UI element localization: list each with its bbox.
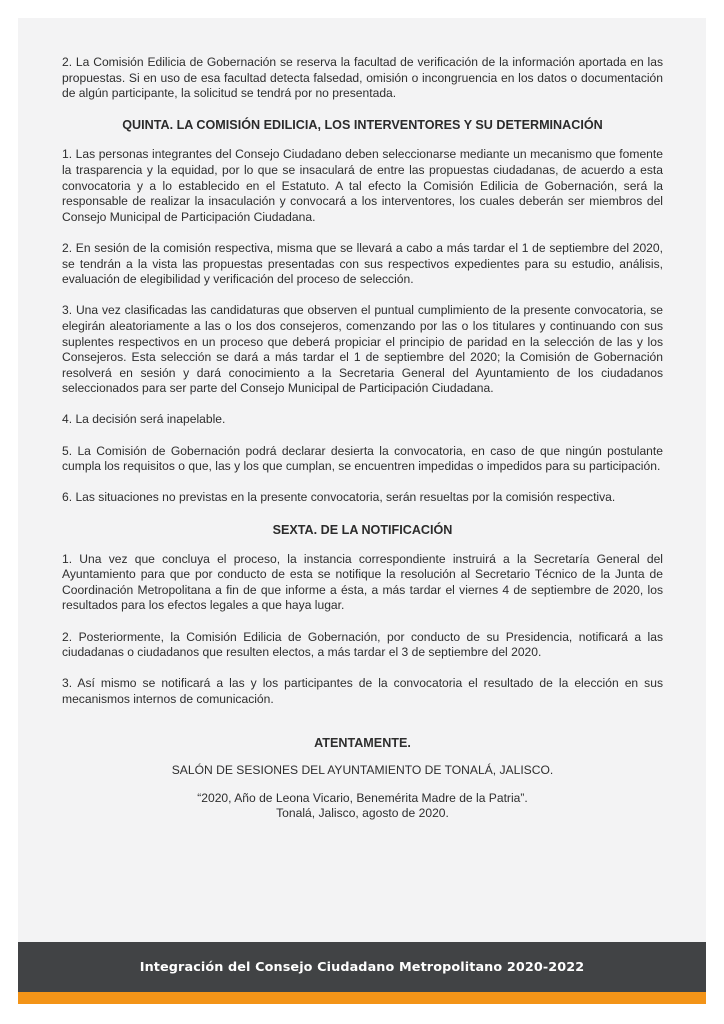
footer-title: Integración del Consejo Ciudadano Metropolitano 2020-2022	[139, 959, 585, 975]
quinta-paragraph-3: 3. Una vez clasificadas las candidaturas que observen el puntual cumplimiento de la presente convocatoria, se elegirán aleatoriamente a las o los dos consejeros, comenzando por las o los titulares y continuando con sus suplentes respectivos en un proceso que deberá propiciar el principio de paridad en la selección de las y los Consejeros. Esta selección se dará a más tardar el 1 de septiembre del 2020; la Comisión de Gobernación resolverá en sesión y dará conocimiento a la Secretaria General del Ayuntamiento de los ciudadanos seleccionados para ser parte del Consejo Municipal de Participación Ciudadana.	[62, 303, 663, 396]
paragraph-intro-2: 2. La Comisión Edilicia de Gobernación se reserva la facultad de verificación de la información aportada en las propuestas. Si en uso de esa facultad detecta falsedad, omisión o incongruencia en los datos o documentación de algún participante, la solicitud se tendrá por no presentada.	[62, 55, 663, 101]
quinta-paragraph-6: 6. Las situaciones no previstas en la presente convocatoria, serán resueltas por la comisión respectiva.	[62, 490, 616, 505]
sexta-paragraph-1: 1. Una vez que concluya el proceso, la instancia correspondiente instruirá a la Secretaría General del Ayuntamiento para que por conducto de esta se notifique la resolución al Secretario Técnico de la Junta de Coordinación Metropolitana a fin de que informe a ésta, a más tardar el viernes 4 de septiembre de 2020, los resultados para los efectos legales a que haya lugar.	[62, 551, 663, 613]
closing-atentamente: ATENTAMENTE.	[314, 735, 411, 750]
section-title-quinta: QUINTA. LA COMISIÓN EDILICIA, LOS INTERVENTORES Y SU DETERMINACIÓN	[122, 118, 603, 133]
closing-lema: “2020, Año de Leona Vicario, Benemérita Madre de la Patria”.	[197, 790, 528, 805]
sexta-paragraph-3: 3. Así mismo se notificará a las y los participantes de la convocatoria el resultado de la elección en sus mecanismos internos de comunicación.	[62, 676, 663, 706]
section-title-sexta: SEXTA. DE LA NOTIFICACIÓN	[272, 522, 453, 537]
footer-accent-stripe	[18, 992, 706, 1004]
document-body	[62, 55, 663, 822]
quinta-paragraph-2: 2. En sesión de la comisión respectiva, misma que se llevará a cabo a más tardar el 1 de septiembre del 2020, se tendrán a la vista las propuestas presentadas con sus respectivos expedientes para su estudio, análisis, evaluación de elegibilidad y verificación del proceso de selección.	[62, 240, 663, 287]
quinta-paragraph-4: 4. La decisión será inapelable.	[62, 412, 226, 427]
sexta-paragraph-2: 2. Posteriormente, la Comisión Edilicia de Gobernación, por conducto de su Presidencia, notificará a las ciudadanas o ciudadanos que resulten electos, a más tardar el 3 de septiembre del 2020.	[62, 629, 663, 660]
quinta-paragraph-1: 1. Las personas integrantes del Consejo Ciudadano deben seleccionarse mediante un mecanismo que fomente la trasparencia y la equidad, por lo que se insaculará de entre las propuestas ciudadanas, de acuerdo a esta convocatoria y a lo establecido en el Estatuto. A tal efecto la Comisión Edilicia de Gobernación, será la responsable de realizar la insaculación y convocará a los interventores, los cuales deberán ser miembros del Consejo Municipal de Participación Ciudadana.	[62, 147, 663, 224]
closing-block	[62, 736, 663, 822]
closing-place-date: Tonalá, Jalisco, agosto de 2020.	[276, 806, 449, 821]
footer-bar	[18, 942, 706, 992]
closing-salon: SALÓN DE SESIONES DEL AYUNTAMIENTO DE TONALÁ, JALISCO.	[171, 763, 554, 778]
quinta-paragraph-5: 5. La Comisión de Gobernación podrá declarar desierta la convocatoria, en caso de que ningún postulante cumpla los requisitos o que, las y los que cumplan, se encuentren impedidas o impedidos para su participación.	[62, 443, 663, 474]
